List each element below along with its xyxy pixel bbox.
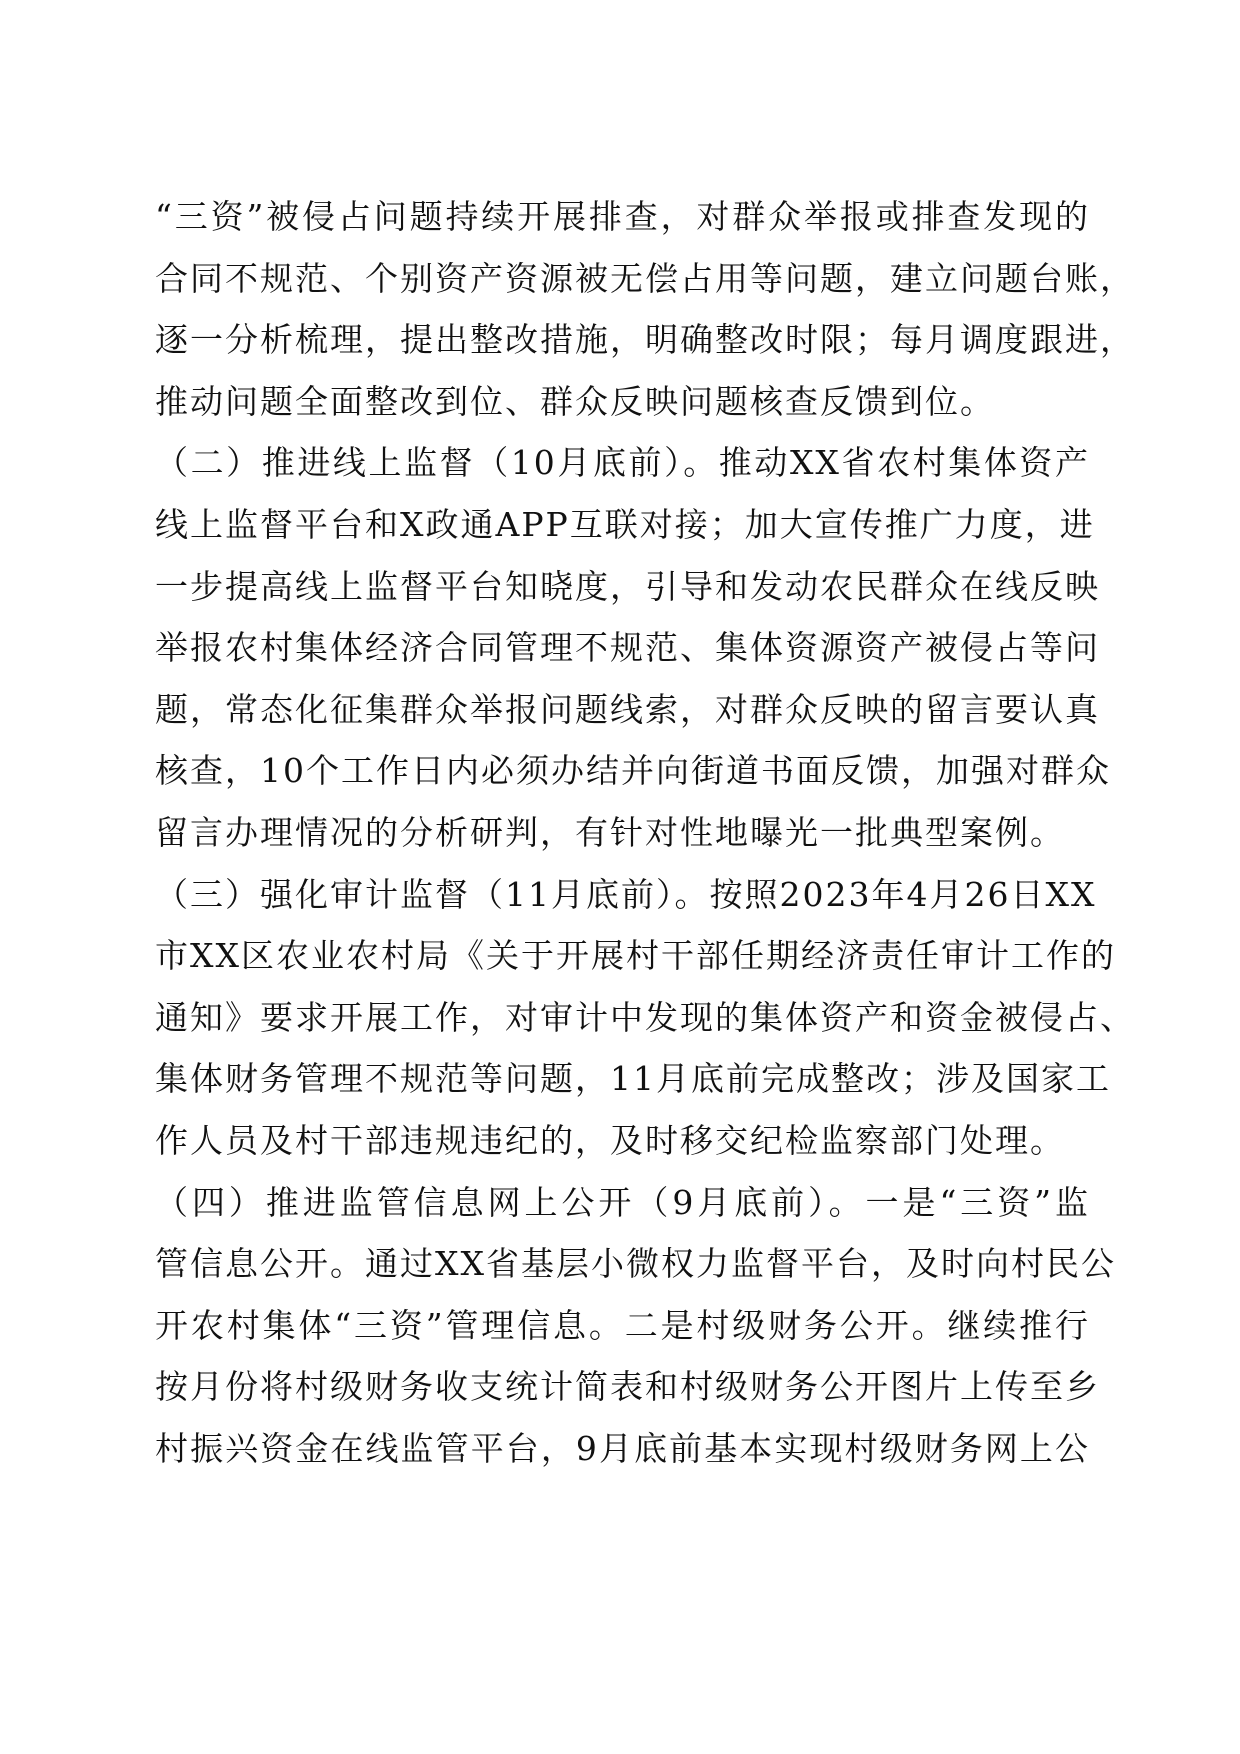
text-line: 一步提高线上监督平台知晓度，引导和发动农民群众在线反映 bbox=[155, 566, 1100, 606]
text-line: 按月份将村级财务收支统计简表和村级财务公开图片上传至乡 bbox=[155, 1367, 1100, 1407]
text-line: 题，常态化征集群众举报问题线索，对群众反映的留言要认真 bbox=[155, 689, 1100, 729]
text-line: 作人员及村干部违规违纪的，及时移交纪检监察部门处理。 bbox=[155, 1120, 1065, 1160]
text-line: 核查，10个工作日内必须办结并向街道书面反馈，加强对群众 bbox=[155, 751, 1111, 791]
section-heading-line: （四）推进监管信息网上公开（9月底前）。一是“三资”监 bbox=[155, 1182, 1090, 1222]
text-line: 村振兴资金在线监管平台，9月底前基本实现村级财务网上公 bbox=[155, 1428, 1090, 1468]
section-heading-line: （三）强化审计监督（11月底前）。按照2023年4月26日XX bbox=[155, 874, 1097, 914]
document-body bbox=[155, 186, 1135, 1479]
text-line: “三资”被侵占问题持续开展排查，对群众举报或排查发现的 bbox=[155, 197, 1090, 236]
text-line: 合同不规范、个别资产资源被无偿占用等问题，建立问题台账， bbox=[155, 258, 1135, 298]
text-line: 通知》要求开展工作，对审计中发现的集体资产和资金被侵占、 bbox=[155, 997, 1135, 1037]
text-line: 线上监督平台和X政通APP互联对接；加大宣传推广力度，进 bbox=[155, 504, 1095, 544]
section-heading-line: （二）推进线上监督（10月底前）。推动XX省农村集体资产 bbox=[155, 443, 1090, 483]
text-line: 逐一分析梳理，提出整改措施，明确整改时限；每月调度跟进， bbox=[155, 320, 1135, 360]
text-line: 留言办理情况的分析研判，有针对性地曝光一批典型案例。 bbox=[155, 812, 1065, 852]
text-line: 推动问题全面整改到位、群众反映问题核查反馈到位。 bbox=[155, 381, 995, 421]
text-line: 开农村集体“三资”管理信息。二是村级财务公开。继续推行 bbox=[155, 1305, 1090, 1345]
text-line: 管信息公开。通过XX省基层小微权力监督平台，及时向村民公 bbox=[155, 1244, 1116, 1284]
text-line: 集体财务管理不规范等问题，11月底前完成整改；涉及国家工 bbox=[155, 1059, 1111, 1099]
text-line: 举报农村集体经济合同管理不规范、集体资源资产被侵占等问 bbox=[155, 628, 1100, 668]
text-line: 市XX区农业农村局《关于开展村干部任期经济责任审计工作的 bbox=[155, 936, 1116, 976]
